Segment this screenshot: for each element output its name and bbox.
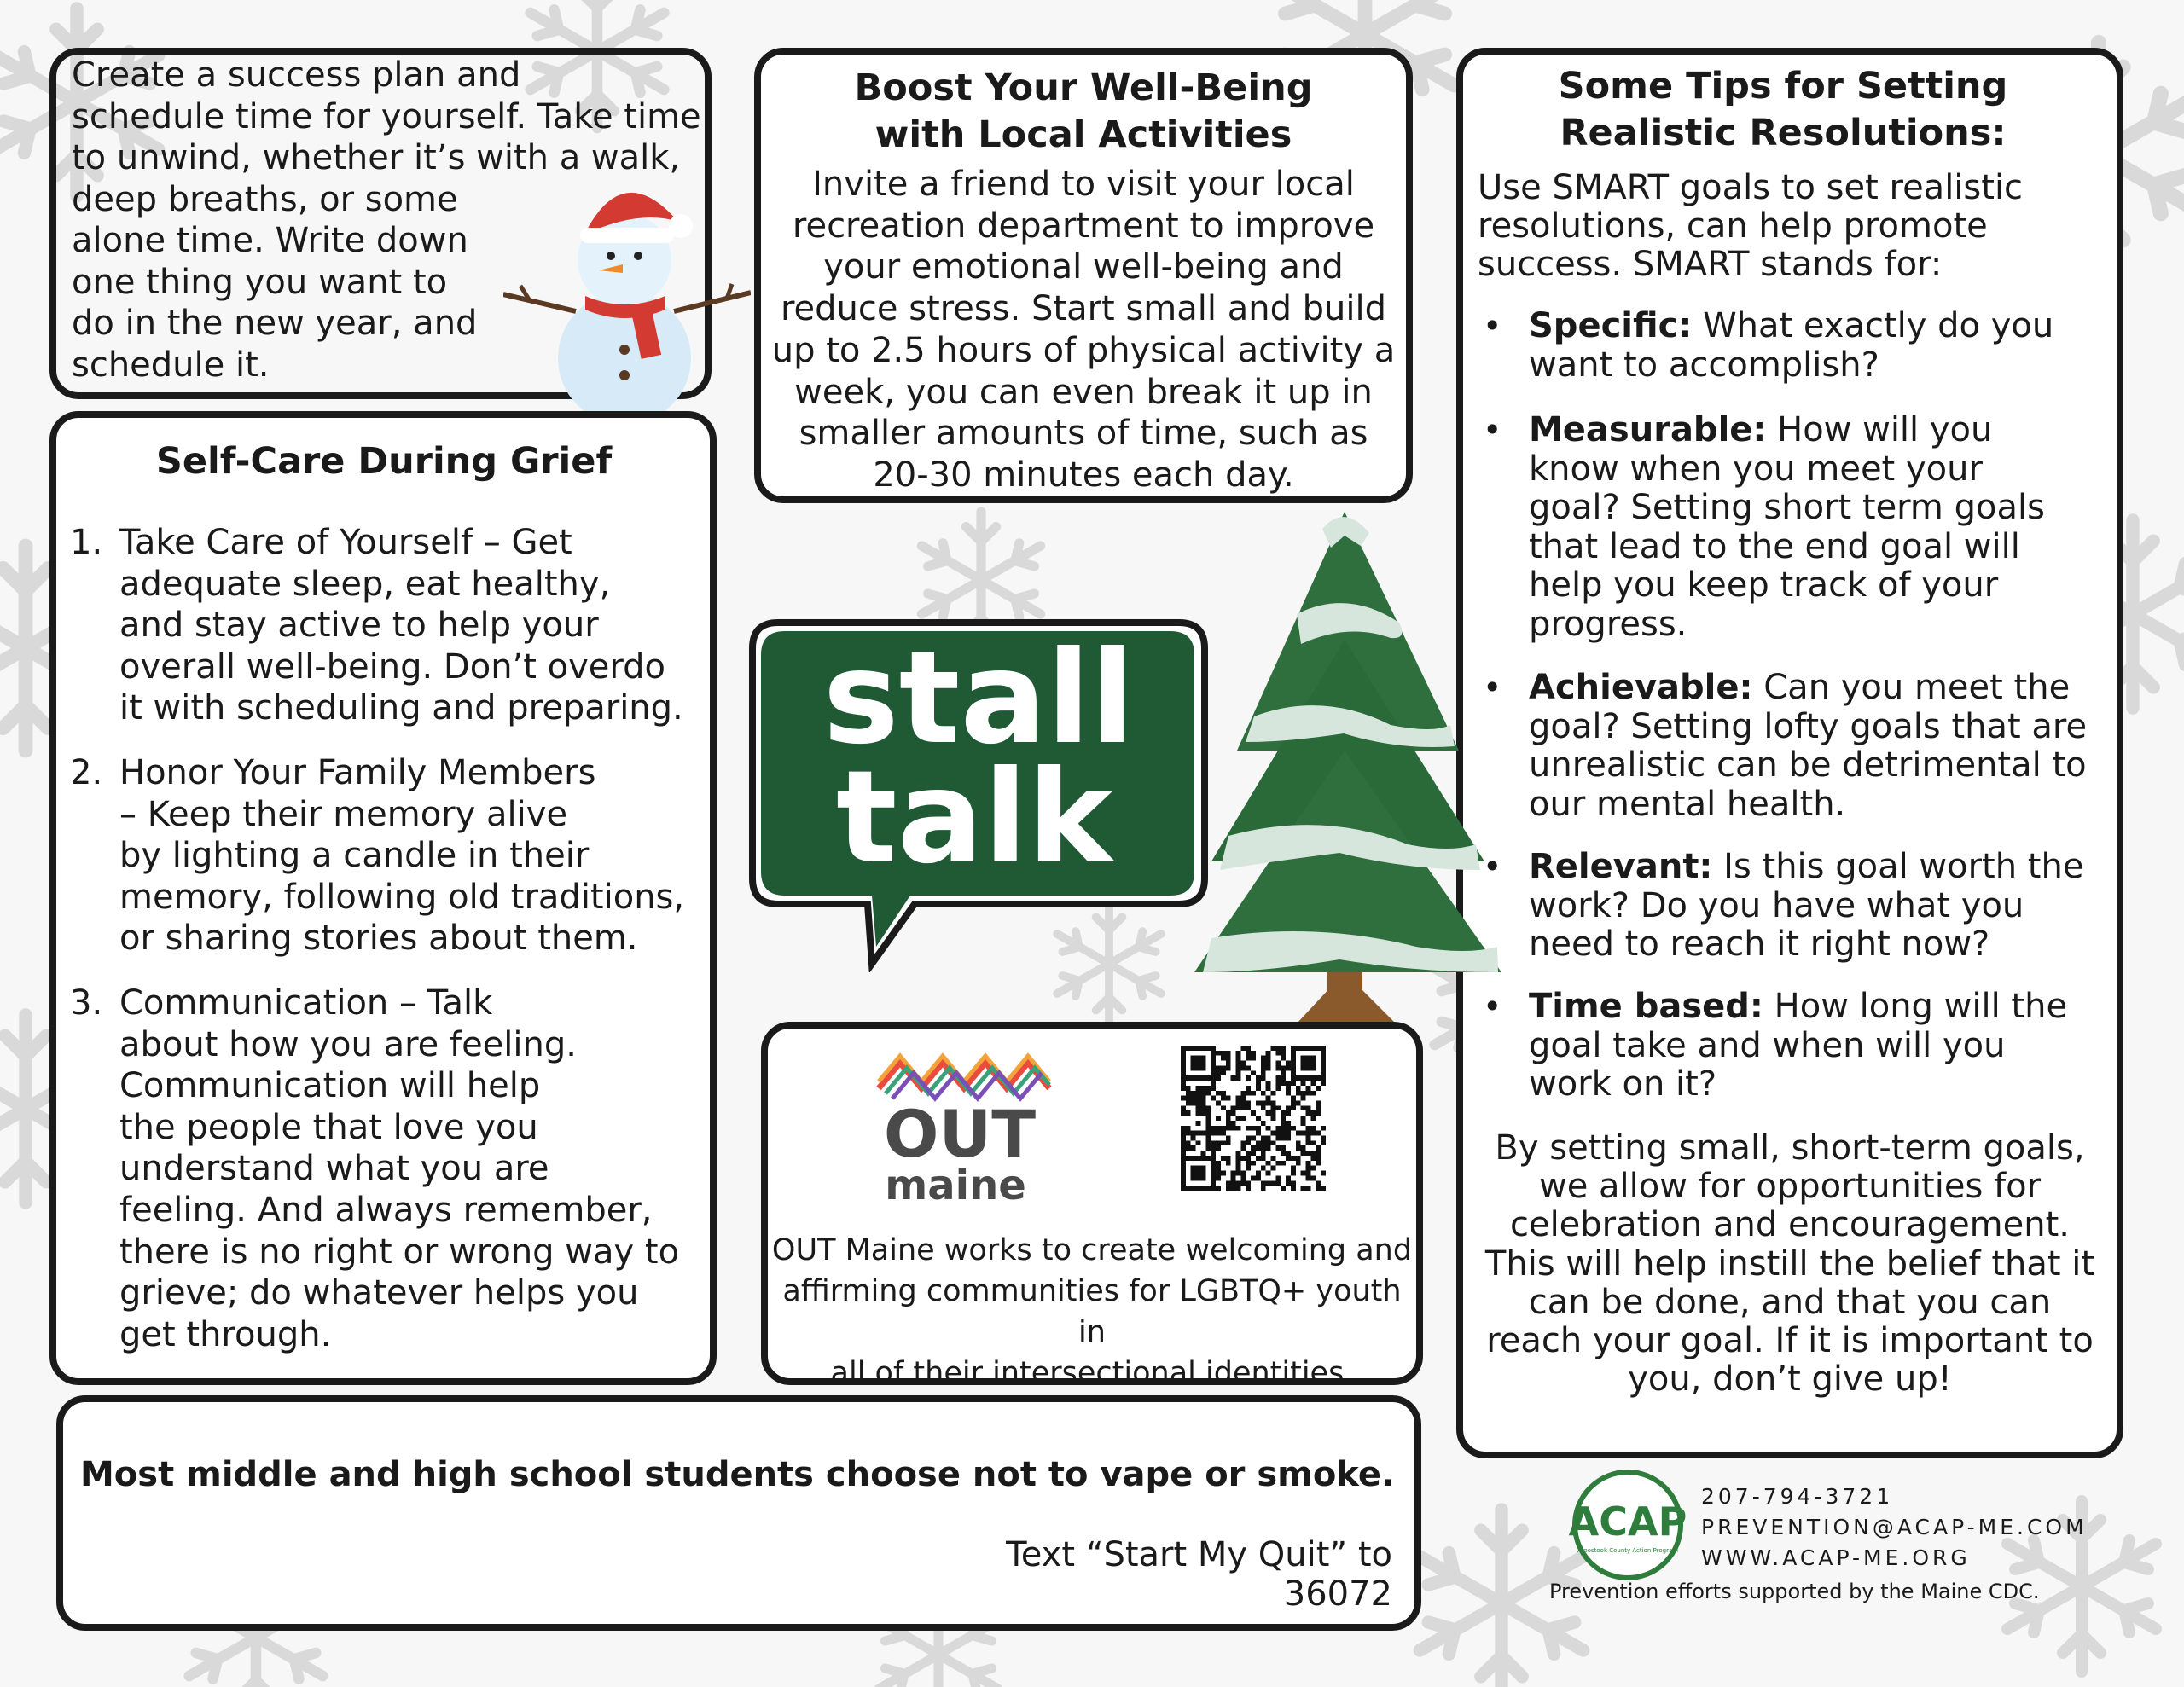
local-activities-title: Boost Your Well-Being with Local Activities — [854, 67, 1313, 156]
local-activities-body: Invite a friend to visit your local recreation department to improve your emotional well-being and reduce stress. Start small and build up to 2.5 hours of physical activity a week, you can even break it up in smaller amounts of time, such as 20-30 minutes each day. — [771, 165, 1396, 495]
acap-logo — [1568, 1469, 1687, 1581]
acap-logo-text: ACAP — [1568, 1499, 1687, 1545]
resolutions-outro: By setting small, short-term goals, we allow for opportunities for celebration and encouragement. This will help instill the belief that it can be done, and that you can reach your goal. If it is important to you, don’t give up! — [1484, 1128, 2095, 1400]
grief-title: Self-Care During Grief — [155, 440, 613, 483]
stall-talk-line1: stall — [822, 624, 1135, 773]
list-number: 2. — [70, 753, 103, 792]
success-plan-text: Create a success plan and schedule time for yourself. Take time to unwind, whether it’s with a walk, deep breaths, or some alone time. Write down one thing you want to do in the new year, and schedule it. — [72, 55, 701, 385]
out-logo-word2: maine — [885, 1162, 1026, 1208]
list-number: 1. — [70, 523, 103, 562]
acap-logo-subtext: Aroostook County Action Program — [1577, 1547, 1679, 1554]
bullet-icon: • — [1483, 669, 1502, 706]
out-maine-logo — [870, 1046, 1058, 1208]
acap-cdc-note: Prevention efforts supported by the Maine CDC. — [1549, 1580, 2040, 1603]
acap-website[interactable]: WWW.ACAP-ME.ORG — [1701, 1545, 1971, 1570]
resolutions-intro: Use SMART goals to set realistic resolutions, can help promote success. SMART stands for: — [1478, 168, 2024, 284]
smart-item-achievable: Achievable: Can you meet the goal? Setting lofty goals that are unrealistic can be detrimental to our mental health. — [1529, 668, 2088, 824]
grief-item-communication: Communication – Talk about how you are feeling. Communication will help the people that love you understand what you are feeling. And always remember, there is no right or wrong way to grieve; do whatever helps you get through. — [119, 983, 680, 1354]
stall-talk-logo — [744, 606, 1213, 972]
bullet-icon: • — [1483, 848, 1502, 885]
smart-item-relevant: Relevant: Is this goal worth the work? Do you have what you need to reach it right now? — [1529, 847, 2084, 964]
qr-code-icon[interactable] — [1181, 1046, 1326, 1191]
smart-item-time-based: Time based: How long will the goal take and when will you work on it? — [1529, 987, 2068, 1104]
grief-item-take-care: Take Care of Yourself – Get adequate sleep, eat healthy, and stay active to help your overall well-being. Don’t overdo it with scheduling and preparing. — [119, 523, 683, 728]
bullet-icon: • — [1483, 411, 1502, 449]
quit-text-line: Text “Start My Quit” to 36072 — [1006, 1535, 1392, 1614]
smart-item-specific: Specific: What exactly do you want to accomplish? — [1529, 306, 2054, 385]
smart-item-measurable: Measurable: How will you know when you meet your goal? Setting short term goals that lead to the end goal will help you keep track of your progress. — [1529, 410, 2045, 644]
quit-headline: Most middle and high school students choose not to vape or smoke. — [80, 1455, 1395, 1494]
bullet-icon: • — [1483, 988, 1502, 1025]
list-number: 3. — [70, 983, 103, 1023]
out-maine-text: OUT Maine works to create welcoming and affirming communities for LGBTQ+ youth in all of their intersectional identities. — [771, 1233, 1413, 1390]
tree-icon — [1194, 495, 1502, 1041]
out-logo-word1: OUT — [883, 1096, 1037, 1172]
acap-email[interactable]: PREVENTION@ACAP-ME.COM — [1701, 1515, 2088, 1539]
bullet-icon: • — [1483, 307, 1502, 345]
resolutions-title: Some Tips for Setting Realistic Resolutions: — [1558, 65, 2008, 154]
grief-item-honor-family: Honor Your Family Members – Keep their memory alive by lighting a candle in their memory, following old traditions, or sharing stories about them. — [119, 753, 685, 959]
stall-talk-line2: talk — [835, 744, 1113, 892]
snowman-icon — [503, 175, 751, 418]
acap-phone[interactable]: 207-794-3721 — [1701, 1484, 1894, 1509]
